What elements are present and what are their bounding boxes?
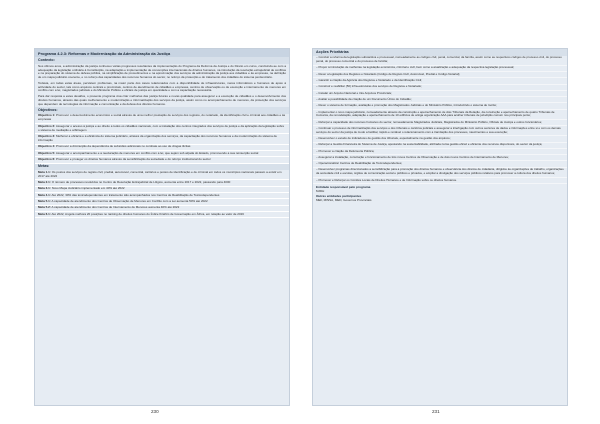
action-item: – Reforçar a capacidade dos recursos humanos do sector, nomeadamente Magistrados Judiciais, Magistrados do Ministério Público, Oficiais de Justiça e outros funcionários; xyxy=(313,120,567,126)
context-paragraph: Nos últimos anos, a administração da justiça conheceu várias progressos resultantes da implementação do Programa da Reforma da Justiça e do Direito em curso, concluindo-se com a adequação da legislação ordinária à Constituição, na adaptação e implementação de convenções internacionais de direitos humanos, na introdução da resolução extrajudicial de conflitos e na preparação do sistema de defesa pública, na simplificação de procedimentos e na aproximação dos serviços da administração da justiça aos cidadãos e às empresas, na definição de um mapa judiciário coerente, e no reforço das capacidades dos recursos humanos do sector, no reforço da protecção e do tratamento dos cidadãos do sistema penitenciário. xyxy=(38,63,286,80)
context-heading: Contexto: xyxy=(35,57,289,64)
target-text: O número de processos resolvidos no Centro de Resolução Extrajudicial de Litígios, aumenta entre 2017 e 2022, passando para 4000 xyxy=(51,180,231,185)
action-item: – Avaliar a possibilidade da criação de um Documento Único do Cidadão; xyxy=(313,97,567,103)
target-label: Meta 1.1: xyxy=(38,169,51,174)
targets-heading: Metas: xyxy=(35,164,289,171)
action-item: – Reforçar a Gestão Financeira do Sistema de Justiça, apostando na sustentabilidade, alinhada numa gestão eficaz e eficiente dos recursos disponíveis, do sector da justiça; xyxy=(313,143,567,149)
target-label: Meta 5.1: xyxy=(38,199,51,204)
objective-item xyxy=(35,134,289,144)
action-item: – Operacionalizar Centros de Reabilitação de Toxicodependentes; xyxy=(313,161,567,167)
target-label: Meta 4.1: xyxy=(38,192,51,197)
participants-value: MEF, MINSA, MED, Governos Provinciais xyxy=(316,197,372,202)
action-item: – Continuar o processo de informatização dos serviços e dos tribunais e cartórios judiciais e assegurar a interligação com outros sectores de dados e informações entre si e com os demais serviços do sector da justiça de modo a facilitar, rápido e rentável o relacionamento com a tramitação dos processos, nascimentos e sua execução; xyxy=(313,126,567,136)
objective-label: Objectivo 3: xyxy=(38,133,56,138)
actions-heading: Acções Prioritárias xyxy=(313,49,567,56)
action-item: – Implementar o novo mapa judiciário, nomeadamente através da construção e apetrechamento de dois Tribunais da Relação, da construção e apetrechamento de quatro Tribunais de Comarca, da remodelação, adaptação e apetrechamento de 10 edifícios de antiga organização AAA para acolher tribunais de jurisdição comum nos principais ponto; xyxy=(313,110,567,120)
target-text: A capacidade de atendimento dos Centros de Observação de Menores em Conflito com a Lei aumenta 50% até 2022 xyxy=(51,199,208,204)
actions-list xyxy=(313,56,567,185)
action-item: – Rever o sistema de formação, avaliação e promoção dos Magistrados Judiciais e do Ministério Público, introduzindo o sistema de mérito; xyxy=(313,103,567,109)
objective-text: Assegurar o acompanhamento e a reeducação de menores em conflito com a lei, que sejam sob alçada do Estado, promovendo a sua reinserção social xyxy=(55,150,259,155)
page-number: 231 xyxy=(432,409,440,414)
target-text: A capacidade de atendimento dos Centros de Internamento de Menores aumenta 40% até 2022 xyxy=(51,205,180,210)
objective-label: Objectivo 5: xyxy=(38,150,56,155)
target-label: Meta 2.1: xyxy=(38,180,51,185)
responsible-label: Entidade responsável pelo programa xyxy=(316,184,371,189)
context-paragraph: Para dar resposta a estes desafios, o presente programa visa criar melhorias das justiça futuras e novas qualidade para assegurar e a execução de cidadãos e o desenvolvimento dos direitos humanos, através das quais melhoramento e modernização e informatização dos serviços da justiça, assim como no acompanhamento de menores, da protecção dos serviços que dependem de tecnologias de informação e comunicação e da defesa dos direitos humanos. xyxy=(38,93,286,106)
actions-box xyxy=(312,48,568,406)
action-item: – Promover a criação da Defensoria Pública; xyxy=(313,149,567,155)
action-item: – Assegurar a instalação, construção e funcionamento de três novos Centros de Observação e de dois novos Centros de Internamento de Menores; xyxy=(313,155,567,161)
objective-text: Melhorar a eficácia e a eficiência do sistema judiciário, através da organização dos serviços, da capacitação dos recursos humanos e da modernização do sistema de informação xyxy=(38,133,277,142)
objective-label: Objectivo 6: xyxy=(38,156,56,161)
action-item: – Instalar um Arquivo Nacional e três Arquivos Provinciais; xyxy=(313,91,567,97)
objective-item xyxy=(35,124,289,134)
action-item: – Promover e Reforçar os Comités Locais de Direitos Humanos e de Informação sobre os direitos humanos. xyxy=(313,178,567,184)
objective-item xyxy=(35,114,289,124)
target-text: Até 2022, Angola melhora 20 posições no ranking de direitos humanos do Índice Ibrahim de Governação em África, em relação ao valor de 2016 xyxy=(51,211,244,216)
objective-label: Objectivo 1: xyxy=(38,113,56,118)
objective-text: Promover e proteger os direitos humanos através da sensibilização da sociedade e do reforço institucional do sector xyxy=(56,156,211,161)
context-paragraph: Todavia, em todas estas áreas, persistem problemas, na maior parte dos casos relacionados com a disponibilidade de infraestruturas, meios informáticos e humanos de apoio à actividade do sector, tais como arquivos centrais e provinciais, centros de atendimento de cidadãos e empresas, centros de observação ou de execução e internamento de menores em conflito com a lei, magistrados judiciais e do Ministério Público e oficiais de justiça em quantidade e com a capacitação necessária. xyxy=(38,80,286,93)
action-item: – Rever a legislação dos Registos e Notariado (Código de Registo Civil, Automóvel, Predial e Código Notarial); xyxy=(313,72,567,78)
action-item: – Construir e reabilitar (50) infra-estruturas dos serviços de Registos e Notariado; xyxy=(313,85,567,91)
action-item: – Desenvolver o estudo de indicadores de gestão dos tribunais, especialmente na gestão dos arquivos; xyxy=(313,136,567,142)
target-item xyxy=(35,212,289,218)
program-title: Programa 4.2.3: Reformas e Modernização da Administração da Justiça xyxy=(35,49,289,57)
objectives-heading: Objectivos: xyxy=(35,107,289,114)
objective-text: Promover o desenvolvimento económico e social através de uma melhor prestação de serviços dos registos, do notariado, da identificação civil e criminal aos cidadãos e às empresas xyxy=(38,113,286,122)
action-item: – Propor à introdução de melhorias na legislação económica, criminal e civil, bem como a atualização e adequação da respectiva legislação processual; xyxy=(313,66,567,72)
target-label: Meta 6.1: xyxy=(38,211,51,216)
participants-label: Outras entidades participantes xyxy=(316,193,362,198)
action-item: – Desenvolver programas direccionados a sensibilização para a promoção dos direitos humanos e observância dos direitos de cidadania, dirigidos às organizações de trabalho, organizações da sociedade civil e escolas, órgãos de comunicação social e públicos e privados, e ampliar a divulgação dos serviços públicos relativos para promover a cultura dos direitos humanos; xyxy=(313,168,567,178)
objective-label: Objectivo 4: xyxy=(38,144,56,149)
page-number: 230 xyxy=(151,409,159,414)
target-label: Meta 5.2: xyxy=(38,205,51,210)
target-label: Meta 3.1: xyxy=(38,186,51,191)
objective-text: Assegurar o acesso à justiça e ao direito a todos os cidadãos nacionais, com a instalação dos centros integrados dos serviços de justiça e da aplicação da legislação sobre o sistema de mediação e arbitragem xyxy=(38,123,285,132)
objective-label: Objectivo 2: xyxy=(38,123,56,128)
action-item: – Garantir a criação da Agência dos Registos e Notariado e da Identificação Civil; xyxy=(313,78,567,84)
target-text: Novo Mapa Judiciário implementado em 40% até 2022 xyxy=(51,186,125,191)
program-box xyxy=(34,48,290,406)
action-item: – Concluir a reforma da legislação substantiva e processual, nomeadamente as códigos civil, penal, comercial, da família, assim como as respectivos códigos de processo civil, do processo penal, do processo comercial e do processo de família; xyxy=(313,56,567,66)
responsible-value: MJDH xyxy=(316,188,325,193)
objective-text: Promover a diminuição da dependência de subsídios adicionais no combate ao uso de drogas ilícitas xyxy=(56,144,191,149)
target-item xyxy=(35,170,289,180)
right-page xyxy=(300,0,600,424)
target-text: Até 2022, 30% das toxicodependentes em tratamento são acompanhados nos Centros de Reabilitação de Toxicodependentes xyxy=(51,192,220,197)
target-text: Os postos dos serviços de registo civil, predial, automóvel, comercial, cartórios e postos de identificação e de criminal em todos os municípios nacionais passam a existir em 2017 até 2022 xyxy=(38,169,282,178)
